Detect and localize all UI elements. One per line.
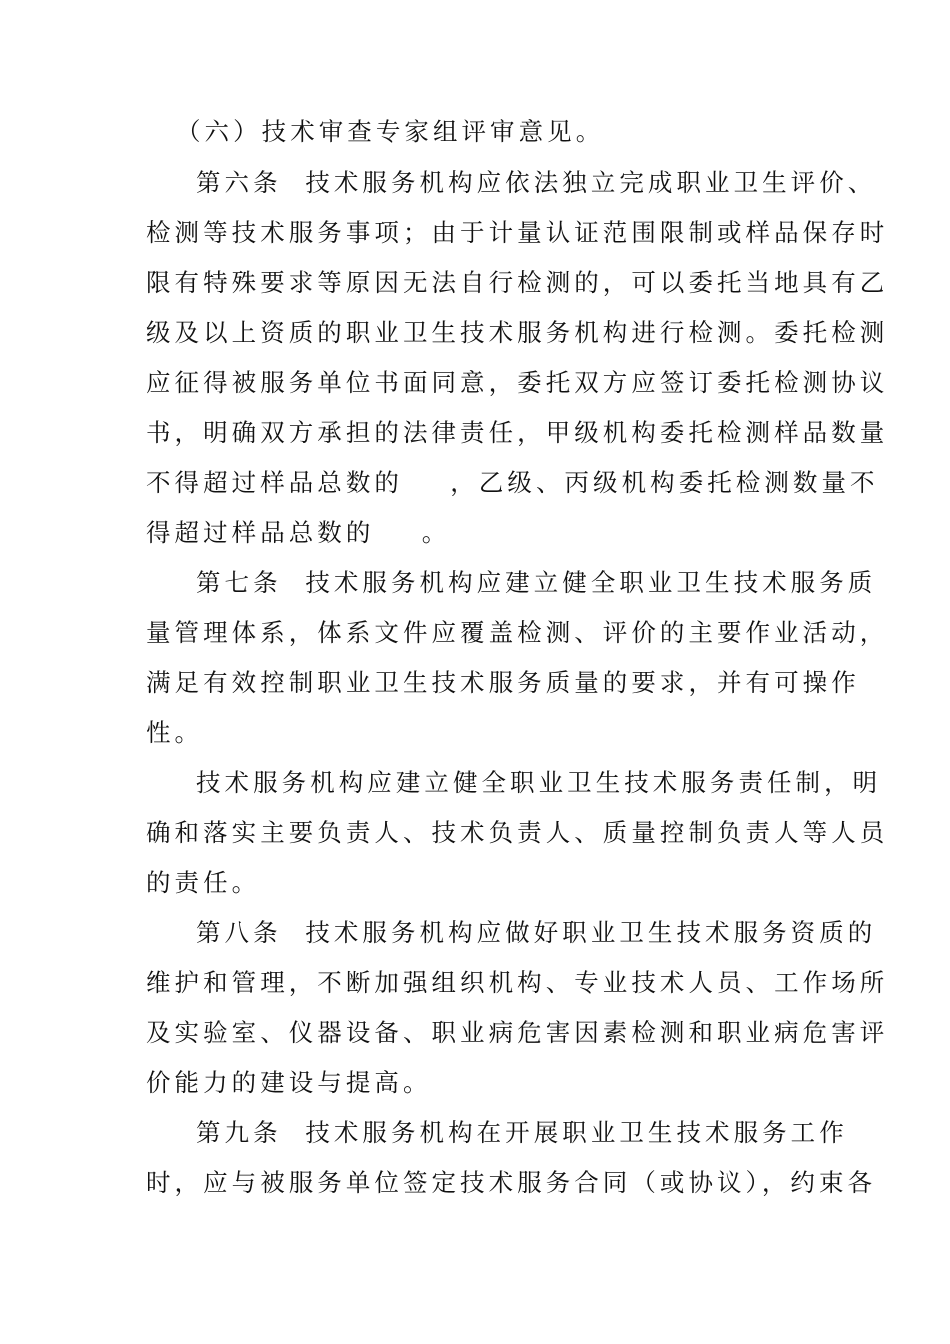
article-6-line-2: 检测等技术服务事项；由于计量认证范围限制或样品保存时 [146, 218, 889, 247]
article-8-line-1: 第八条 技术服务机构应做好职业卫生技术服务资质的 [196, 918, 877, 947]
responsibility-line-3: 的责任。 [146, 868, 261, 897]
article-8-line-4: 价能力的建设与提高。 [146, 1068, 432, 1097]
article-7-line-3: 满足有效控制职业卫生技术服务质量的要求，并有可操作 [146, 668, 860, 697]
article-7-line-2: 量管理体系，体系文件应覆盖检测、评价的主要作业活动， [146, 618, 889, 647]
item-six-line: （六）技术审查专家组评审意见。 [176, 117, 605, 146]
article-6-line-5: 应征得被服务单位书面同意，委托双方应签订委托检测协议 [146, 368, 889, 397]
article-6-line-6: 书，明确双方承担的法律责任，甲级机构委托检测样品数量 [146, 418, 889, 447]
article-6-line-8: 得超过样品总数的 。 [146, 518, 451, 547]
article-6-line-3: 限有特殊要求等原因无法自行检测的，可以委托当地具有乙 [146, 268, 889, 297]
article-9-line-1: 第九条 技术服务机构在开展职业卫生技术服务工作 [196, 1118, 848, 1147]
responsibility-line-2: 确和落实主要负责人、技术负责人、质量控制负责人等人员 [146, 818, 889, 847]
article-6-line-4: 级及以上资质的职业卫生技术服务机构进行检测。委托检测 [146, 318, 889, 347]
article-8-line-2: 维护和管理，不断加强组织机构、专业技术人员、工作场所 [146, 968, 889, 997]
article-8-line-3: 及实验室、仪器设备、职业病危害因素检测和职业病危害评 [146, 1018, 889, 1047]
article-7-line-1: 第七条 技术服务机构应建立健全职业卫生技术服务质 [196, 568, 877, 597]
article-6-line-7: 不得超过样品总数的 ，乙级、丙级机构委托检测数量不 [146, 468, 879, 497]
responsibility-line-1: 技术服务机构应建立健全职业卫生技术服务责任制，明 [196, 768, 882, 797]
article-6-line-1: 第六条 技术服务机构应依法独立完成职业卫生评价、 [196, 168, 877, 197]
article-7-line-4: 性。 [146, 718, 204, 747]
article-9-line-2: 时，应与被服务单位签定技术服务合同（或协议），约束各 [146, 1168, 877, 1197]
